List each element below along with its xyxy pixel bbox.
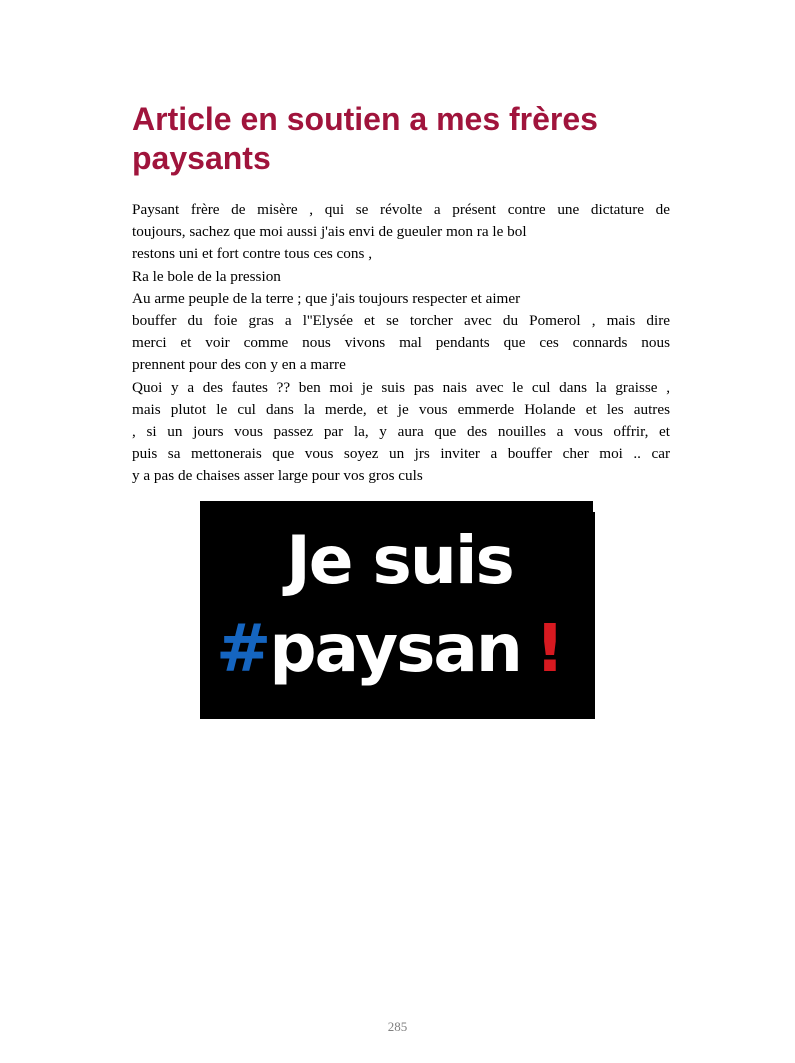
- body-line: toujours, sachez que moi aussi j'ais envi de gueuler mon ra le bol: [132, 223, 527, 241]
- banner-line-je-suis: Je suis: [286, 522, 513, 599]
- banner-word: paysan: [269, 610, 521, 687]
- body-line: Paysant frère de misère , qui se révolte a présent contre une dictature de: [132, 201, 670, 218]
- body-line: Quoi y a des fautes ?? ben moi je suis pas nais avec le cul dans la graisse ,: [132, 378, 670, 396]
- banner-notch: [593, 501, 595, 512]
- body-line: puis sa mettonerais que vous soyez un jrs inviter a bouffer cher moi .. car: [132, 445, 670, 463]
- body-line: y a pas de chaises asser large pour vos gros culs: [132, 467, 423, 485]
- body-line: Ra le bole de la pression: [132, 267, 281, 285]
- body-line: bouffer du foie gras a l''Elysée et se torcher avec du Pomerol , mais dire: [132, 312, 670, 329]
- body-line: , si un jours vous passez par la, y aura que des nouilles a vous offrir, et: [132, 422, 670, 440]
- body-line: Au arme peuple de la terre ; que j'ais toujours respecter et aimer: [132, 289, 521, 307]
- je-suis-paysan-banner: [200, 501, 595, 719]
- body-line: prennent pour des con y en a marre: [132, 356, 346, 374]
- banner-hash: #: [216, 610, 270, 687]
- article-body: [132, 199, 670, 488]
- page-number: 285: [387, 1019, 408, 1034]
- body-line: mais plutot le cul dans la merde, et je vous emmerde Holande et les autres: [132, 400, 670, 418]
- article-title: Article en soutien a mes frères paysants: [132, 101, 598, 176]
- banner-exclamation: !: [534, 610, 564, 687]
- banner-line-paysan: [216, 607, 563, 691]
- body-line: merci et voir comme nous vivons mal pendants que ces connards nous: [132, 334, 670, 352]
- body-line: restons uni et fort contre tous ces cons ,: [132, 245, 372, 263]
